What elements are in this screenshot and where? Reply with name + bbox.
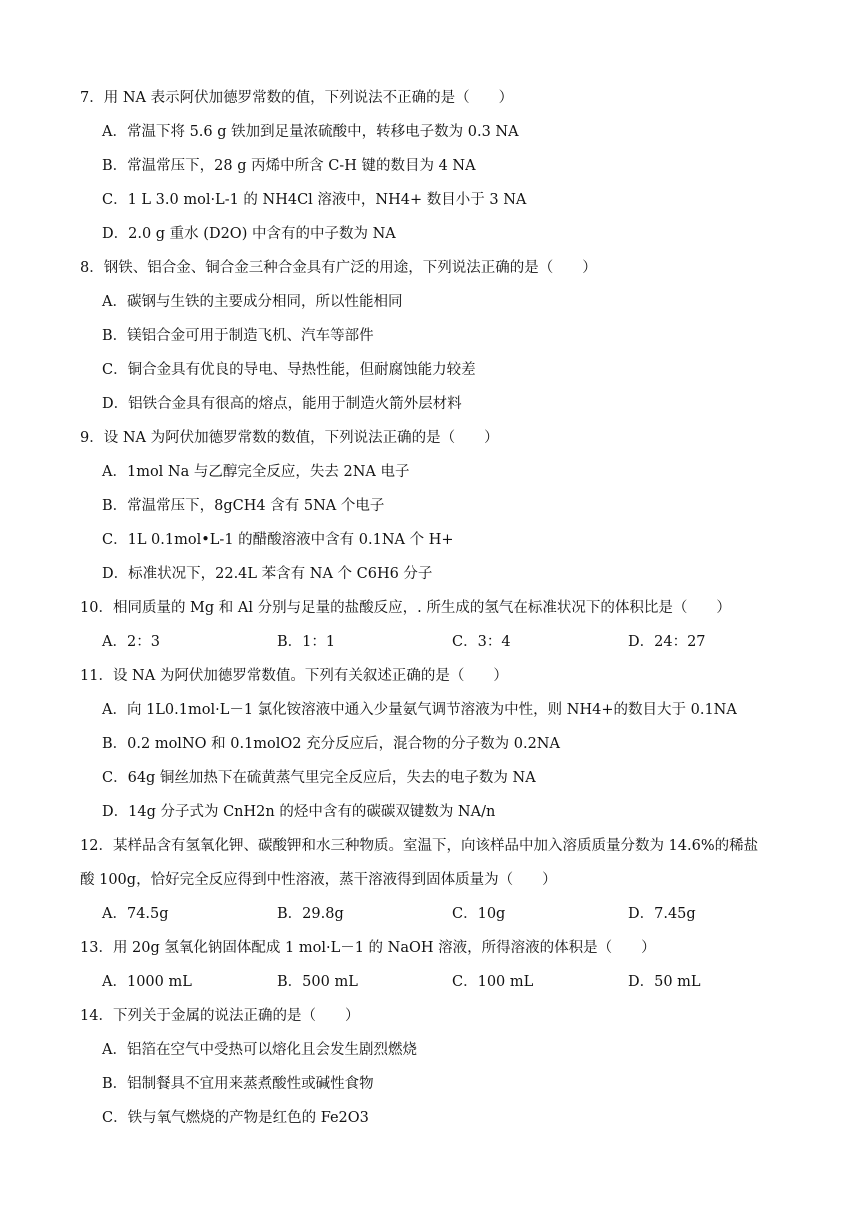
question-14-option-c: C．铁与氧气燃烧的产物是红色的 Fe2O3 <box>102 1110 369 1126</box>
question-11-option-c: C．64g 铜丝加热下在硫黄蒸气里完全反应后，失去的电子数为 NA <box>102 770 536 786</box>
question-8-option-d: D．铝铁合金具有很高的熔点，能用于制造火箭外层材料 <box>102 396 462 412</box>
question-13-stem: 13．用 20g 氢氧化钠固体配成 1 mol·L－1 的 NaOH 溶液，所得溶液的体积是（ ） <box>80 940 656 956</box>
question-8-stem: 8．钢铁、铝合金、铜合金三种合金具有广泛的用途，下列说法正确的是（ ） <box>80 260 597 276</box>
question-9-option-d: D．标准状况下，22.4L 苯含有 NA 个 C6H6 分子 <box>102 566 433 582</box>
question-11-stem: 11．设 NA 为阿伏加德罗常数值。下列有关叙述正确的是（ ） <box>80 668 508 684</box>
question-14-stem: 14．下列关于金属的说法正确的是（ ） <box>80 1008 360 1024</box>
question-11-option-a: A．向 1L0.1mol·L－1 氯化铵溶液中通入少量氨气调节溶液为中性，则 NH4+的数目大于 0.1NA <box>102 702 737 718</box>
question-10-option-a: A．2：3 <box>102 634 160 650</box>
question-8-option-c: C．铜合金具有优良的导电、导热性能，但耐腐蚀能力较差 <box>102 362 476 378</box>
question-11-option-b: B．0.2 molNO 和 0.1molO2 充分反应后，混合物的分子数为 0.2NA <box>102 736 560 752</box>
question-13-option-c: C．100 mL <box>452 974 534 990</box>
question-7-option-b: B．常温常压下，28 g 丙烯中所含 C-H 键的数目为 4 NA <box>102 158 476 174</box>
question-9-option-c: C．1L 0.1mol•L-1 的醋酸溶液中含有 0.1NA 个 H+ <box>102 532 454 548</box>
question-9-option-b: B．常温常压下，8gCH4 含有 5NA 个电子 <box>102 498 385 514</box>
question-9-stem: 9．设 NA 为阿伏加德罗常数的数值，下列说法正确的是（ ） <box>80 430 499 446</box>
question-14-option-a: A．铝箔在空气中受热可以熔化且会发生剧烈燃烧 <box>102 1042 417 1058</box>
question-8-option-b: B．镁铝合金可用于制造飞机、汽车等部件 <box>102 328 374 344</box>
question-11-option-d: D．14g 分子式为 CnH2n 的烃中含有的碳碳双键数为 NA/n <box>102 804 496 820</box>
question-12-option-d: D．7.45g <box>628 906 696 922</box>
question-12-option-c: C．10g <box>452 906 506 922</box>
question-8-option-a: A．碳钢与生铁的主要成分相同，所以性能相同 <box>102 294 403 310</box>
question-12-option-b: B．29.8g <box>277 906 344 922</box>
question-12-stem-continued: 酸 100g，恰好完全反应得到中性溶液，蒸干溶液得到固体质量为（ ） <box>80 872 557 888</box>
question-9-option-a: A．1mol Na 与乙醇完全反应，失去 2NA 电子 <box>102 464 410 480</box>
question-13-option-d: D．50 mL <box>628 974 701 990</box>
question-7-option-d: D．2.0 g 重水 (D2O) 中含有的中子数为 NA <box>102 226 396 242</box>
question-10-option-b: B．1：1 <box>277 634 336 650</box>
question-10-stem: 10．相同质量的 Mg 和 Al 分别与足量的盐酸反应，. 所生成的氢气在标准状况下的体积比是（ ） <box>80 600 731 616</box>
question-7-option-c: C．1 L 3.0 mol·L-1 的 NH4Cl 溶液中，NH4+ 数目小于 3 NA <box>102 192 527 208</box>
question-13-option-a: A．1000 mL <box>102 974 192 990</box>
question-7-option-a: A．常温下将 5.6 g 铁加到足量浓硫酸中，转移电子数为 0.3 NA <box>102 124 519 140</box>
question-13-option-b: B．500 mL <box>277 974 358 990</box>
question-10-option-d: D．24：27 <box>628 634 706 650</box>
question-7-stem: 7．用 NA 表示阿伏加德罗常数的值，下列说法不正确的是（ ） <box>80 90 514 106</box>
question-12-stem: 12．某样品含有氢氧化钾、碳酸钾和水三种物质。室温下，向该样品中加入溶质质量分数为 14.6%的稀盐 <box>80 838 759 854</box>
question-14-option-b: B．铝制餐具不宜用来蒸煮酸性或碱性食物 <box>102 1076 374 1092</box>
question-10-option-c: C．3：4 <box>452 634 511 650</box>
question-12-option-a: A．74.5g <box>102 906 169 922</box>
